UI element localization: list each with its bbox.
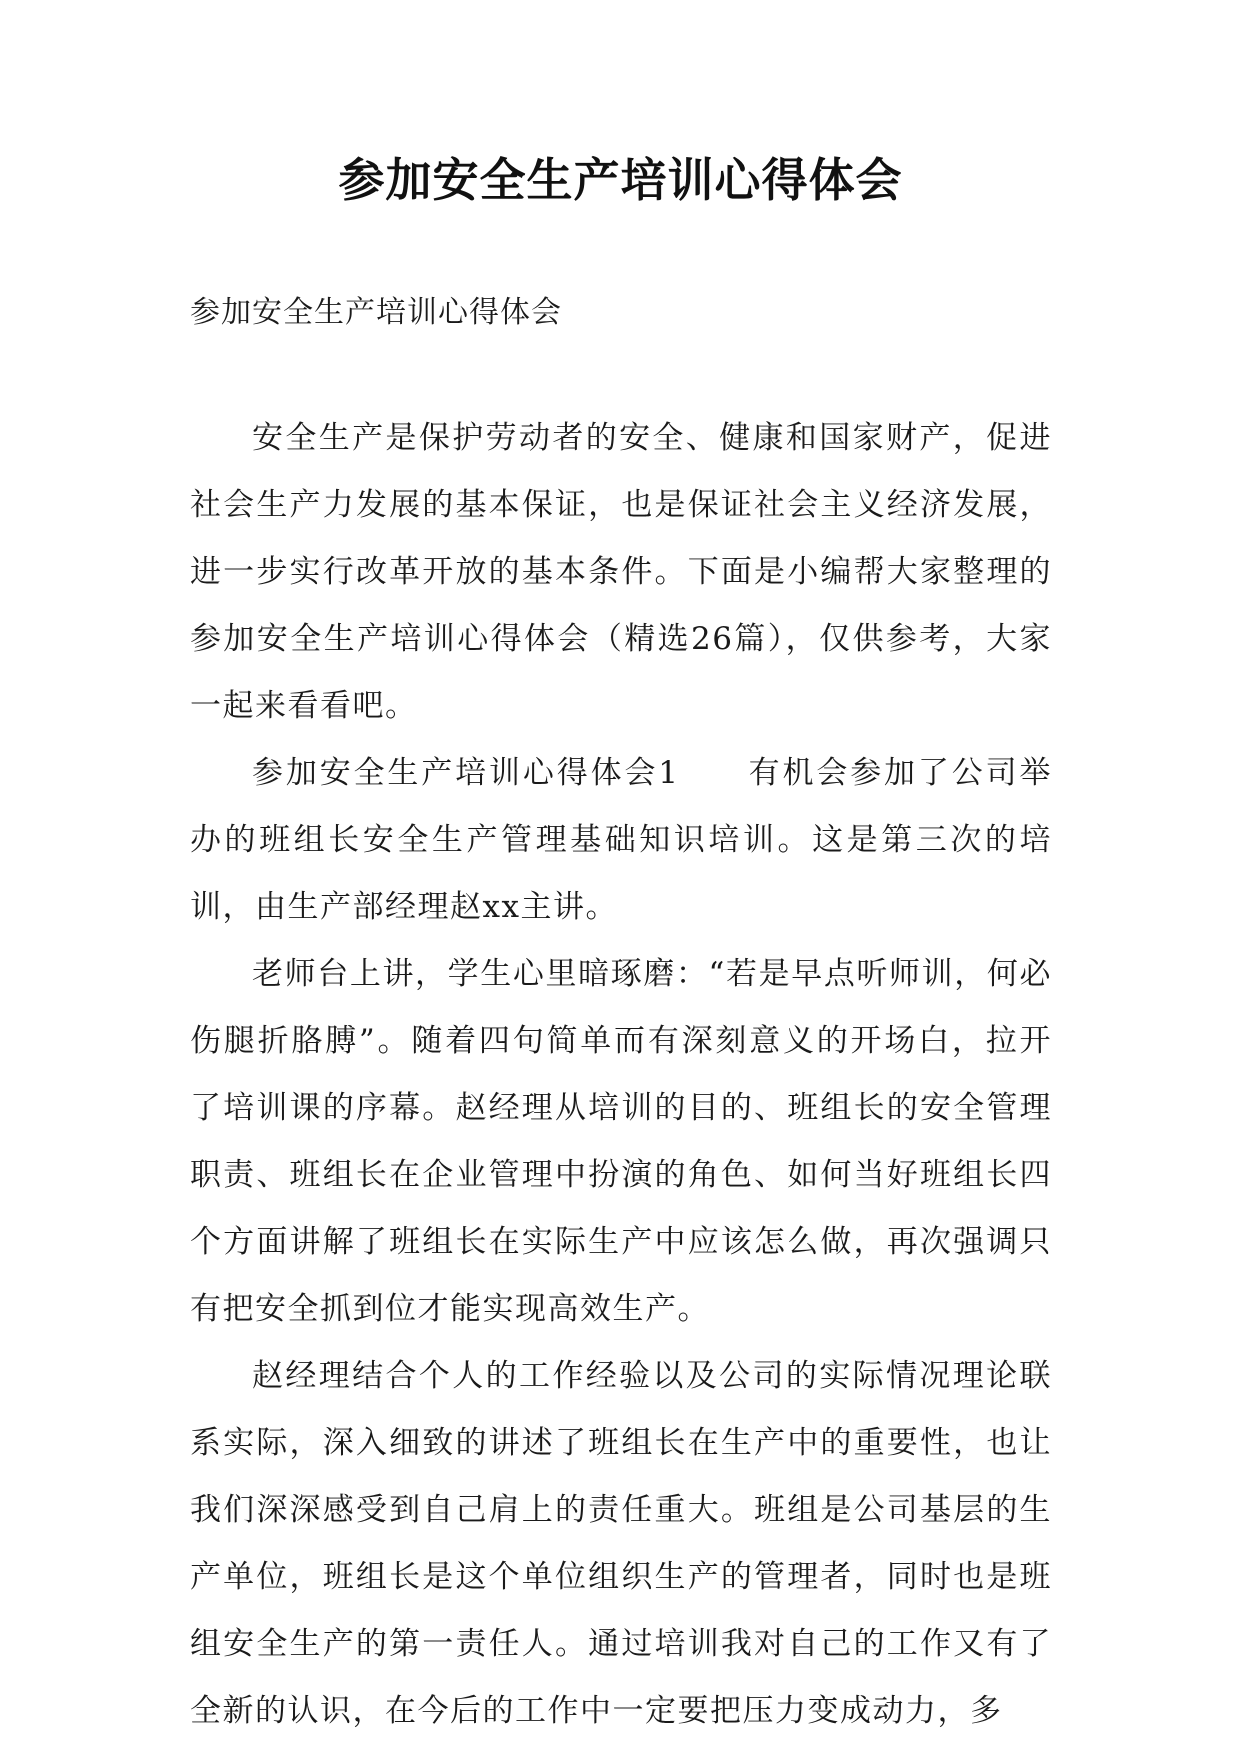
document-title: 参加安全生产培训心得体会 [338,153,903,207]
paragraph-reflection: 赵经理结合个人的工作经验以及公司的实际情况理论联系实际，深入细致的讲述了班组长在生产中的重要性，也让我们深深感受到自己肩上的责任重大。班组是公司基层的生产单位，班组长是这个单位组织生产的管理者，同时也是班组安全生产的第一责任人。通过培训我对自己的工作又有了全新的认识，在今后的工作中一定要把压力变成动力，多 [190,1358,1052,1729]
document-body [190,405,1052,1745]
paragraph-intro: 安全生产是保护劳动者的安全、健康和国家财产，促进社会生产力发展的基本保证，也是保证社会主义经济发展，进一步实行改革开放的基本条件。下面是小编帮大家整理的参加安全生产培训心得体会（精选26篇），仅供参考，大家一起来看看吧。 [190,420,1052,724]
document-subtitle: 参加安全生产培训心得体会 [190,295,562,330]
paragraph-lecture: 老师台上讲，学生心里暗琢磨：“若是早点听师训，何必伤腿折胳膊”。随着四句简单而有深刻意义的开场白，拉开了培训课的序幕。赵经理从培训的目的、班组长的安全管理职责、班组长在企业管理中扮演的角色、如何当好班组长四个方面讲解了班组长在实际生产中应该怎么做，再次强调只有把安全抓到位才能实现高效生产。 [190,956,1052,1327]
paragraph-experience-1: 参加安全生产培训心得体会1 有机会参加了公司举办的班组长安全生产管理基础知识培训。这是第三次的培训，由生产部经理赵xx主讲。 [190,755,1052,925]
